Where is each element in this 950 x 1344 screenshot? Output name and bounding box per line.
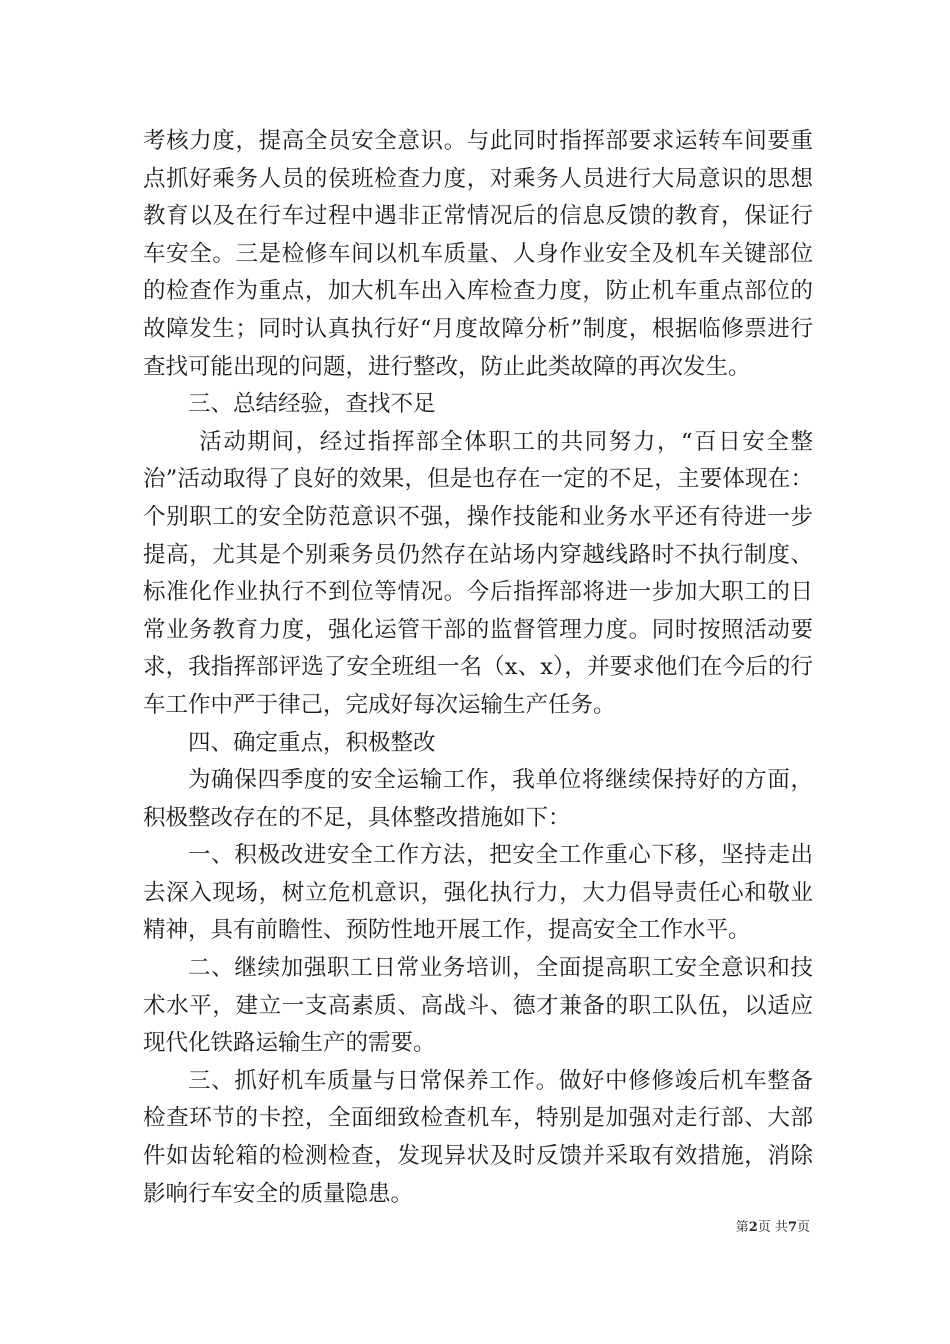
section-heading-3: 三、总结经验，查找不足	[188, 391, 436, 418]
section-heading-4: 四、确定重点，积极整改	[188, 729, 436, 756]
paragraph-2: 活动期间，经过指挥部全体职工的共同努力，“百日安全整治”活动取得了良好的效果，但是也存在一定的不足，主要体现在：个别职工的安全防范意识不强，操作技能和业务水平还有待进一步提高，尤其是个别乘务员仍然存在站场内穿越线路时不执行制度、标准化作业执行不到位等情况。今后指挥部将进一步加大职工的日常业务教育力度，强化运管干部的监督管理力度。同时按照活动要求，我指挥部评选了安全班组一名（x、x），并要求他们在今后的行车工作中严于律己，完成好每次运输生产任务。	[143, 428, 813, 718]
paragraph-measure-2: 二、继续加强职工日常业务培训，全面提高职工安全意识和技术水平，建立一支高素质、高战斗、德才兼备的职工队伍，以适应现代化铁路运输生产的需要。	[143, 955, 813, 1057]
footer-page-number: 2	[748, 1220, 758, 1235]
page-footer	[660, 1219, 810, 1237]
footer-prefix: 第	[735, 1220, 749, 1235]
document-body	[143, 123, 813, 1213]
footer-total-pages: 7	[787, 1220, 797, 1235]
paragraph-measure-3: 三、抓好机车质量与日常保养工作。做好中修修竣后机车整备检查环节的卡控，全面细致检查机车，特别是加强对走行部、大部件如齿轮箱的检测检查，发现异状及时反馈并采取有效措施，消除影响行车安全的质量隐患。	[143, 1067, 813, 1207]
paragraph-3: 为确保四季度的安全运输工作，我单位将继续保持好的方面，积极整改存在的不足，具体整改措施如下：	[143, 767, 813, 831]
footer-middle: 页 共	[757, 1220, 788, 1235]
footer-suffix: 页	[796, 1220, 810, 1235]
paragraph-measure-1: 一、积极改进安全工作方法，把安全工作重心下移，坚持走出去深入现场，树立危机意识，强化执行力，大力倡导责任心和敬业精神，具有前瞻性、预防性地开展工作，提高安全工作水平。	[143, 842, 813, 944]
paragraph-1: 考核力度，提高全员安全意识。与此同时指挥部要求运转车间要重点抓好乘务人员的侯班检查力度，对乘务人员进行大局意识的思想教育以及在行车过程中遇非正常情况后的信息反馈的教育，保证行车安全。三是检修车间以机车质量、人身作业安全及机车关键部位的检查作为重点，加大机车出入库检查力度，防止机车重点部位的故障发生；同时认真执行好“月度故障分析”制度，根据临修票进行查找可能出现的问题，进行整改，防止此类故障的再次发生。	[143, 128, 813, 380]
